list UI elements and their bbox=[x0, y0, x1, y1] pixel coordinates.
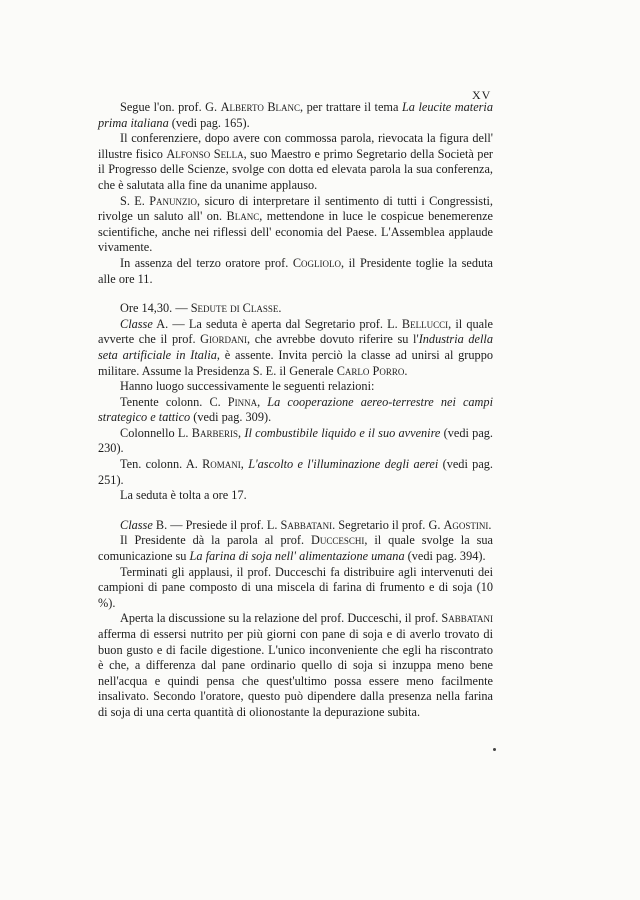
paragraph-class-b: Classe B. — Presiede il prof. L. Sabbatani. Segretario il prof. G. Agostini. bbox=[120, 517, 492, 532]
person-name: Ducceschi bbox=[310, 533, 365, 548]
report-title: Industria della seta artificiale in Italia bbox=[98, 332, 493, 362]
person-name: Agostini bbox=[443, 517, 489, 532]
paragraph-ducceschi: Il Presidente dà la parola al prof. Ducceschi, il quale svolge la sua comunicazione su La farina di soja nell' alimentazione umana (vedi pag. 394). bbox=[98, 533, 493, 564]
paragraph-conference: Il conferenziere, dopo avere con commossa parola, rievocata la figura dell' illustre fisico Alfonso Sella, suo Maestro e primo Segretario della Società per il Progresso delle Scienze, svolge con dotta ed elevata parola la sua conferenza, che è salutata alla fine da unanime applauso. bbox=[98, 131, 494, 192]
person-name: Giordani bbox=[200, 332, 248, 347]
paragraph-panunzio: S. E. Panunzio, sicuro di interpretare il sentimento di tutti i Congressisti, rivolge un saluto all' on. Blanc, mettendone in luce le cospicue benemerenze scientifiche, anche nei riflessi dell' economia del Paese. L'Assemblea applaude vivamente. bbox=[98, 193, 494, 255]
paragraph-session-close: In assenza del terzo oratore prof. Cogliolo, il Presidente toglie la seduta alle ore 11. bbox=[98, 255, 493, 286]
paragraph-class-a: Classe A. — La seduta è aperta dal Segretario prof. L. Bellucci, il quale avverte che il prof. Giordani, che avrebbe dovuto riferire su l'Industria della seta artificiale in Italia, è assente. Invita perciò la classe ad unirsi al gruppo militare. Assume la Presidenza S. E. il Generale Carlo Porro. bbox=[98, 316, 494, 378]
person-name: Sabbatani bbox=[280, 517, 333, 532]
lecture-title: La leucite materia prima italiana bbox=[98, 100, 493, 130]
report-title: Il combustibile liquido e il suo avvenire bbox=[244, 425, 441, 440]
ink-speck bbox=[493, 748, 496, 751]
person-name: Carlo Porro bbox=[336, 363, 405, 378]
class-label: Classe bbox=[120, 316, 153, 331]
page-body bbox=[98, 100, 493, 721]
person-name: Bellucci bbox=[401, 316, 449, 331]
person-name: Alberto Blanc bbox=[220, 100, 301, 114]
paragraph-class-a-close: La seduta è tolta a ore 17. bbox=[120, 488, 247, 503]
person-name: Panunzio bbox=[149, 193, 198, 208]
person-name: Pinna bbox=[227, 394, 258, 409]
page-number: XV bbox=[472, 88, 492, 102]
class-label: Classe bbox=[120, 517, 153, 532]
report-title: La cooperazione aereo-terrestre nei campi strategico e tattico bbox=[98, 394, 493, 425]
person-name: Sabbatani bbox=[441, 611, 493, 626]
paragraph-reports-intro: Hanno luogo successivamente le seguenti relazioni: bbox=[120, 379, 375, 394]
report-item-barberis: Colonnello L. Barberis, Il combustibile liquido e il suo avvenire (vedi pag. 230). bbox=[98, 425, 493, 456]
paragraph-bread-samples: Terminati gli applausi, il prof. Ducceschi fa distribuire agli intervenuti dei campioni di pane composto di una miscela di farina di frumento e di soja (10 %). bbox=[98, 564, 493, 610]
section-heading-class-sessions: Ore 14,30. — Sedute di Classe. bbox=[120, 301, 282, 316]
report-title: L'ascolto e l'illuminazione degli aerei bbox=[248, 457, 439, 472]
person-name: Alfonso Sella bbox=[166, 146, 244, 161]
paragraph-blanc-lecture: Segue l'on. prof. G. Alberto Blanc, per trattare il tema La leucite materia prima italiana (vedi pag. 165). bbox=[98, 100, 493, 130]
person-name: Blanc bbox=[226, 209, 260, 224]
report-item-pinna: Tenente colonn. C. Pinna, La cooperazione aereo-terrestre nei campi strategico e tattico (vedi pag. 309). bbox=[98, 394, 493, 425]
person-name: Cogliolo bbox=[292, 255, 342, 270]
paragraph-discussion: Aperta la discussione su la relazione del prof. Ducceschi, il prof. Sabbatani afferma di essersi nutrito per più giorni con pane di soja e di averlo trovato di buon gusto e di facile digestione. L'unico inconveniente che egli ha riscontrato è che, a differenza dal pane ordinario quello di soja si inzuppa meno bene nell'acqua e quindi pensa che quest'ultimo possa essere meno facilmente insalivato. Secondo l'oratore, questo può dipendere dalla presenza nella farina di soja di una certa quantità di olionostante la depurazione subita. bbox=[98, 611, 493, 719]
person-name: Barberis bbox=[191, 425, 238, 440]
communication-title: La farina di soja nell' alimentazione umana bbox=[189, 549, 405, 564]
person-name: Romani bbox=[202, 457, 241, 472]
report-item-romani: Ten. colonn. A. Romani, L'ascolto e l'illuminazione degli aerei (vedi pag. 251). bbox=[98, 457, 494, 487]
section-heading: Sedute di Classe bbox=[190, 301, 279, 316]
